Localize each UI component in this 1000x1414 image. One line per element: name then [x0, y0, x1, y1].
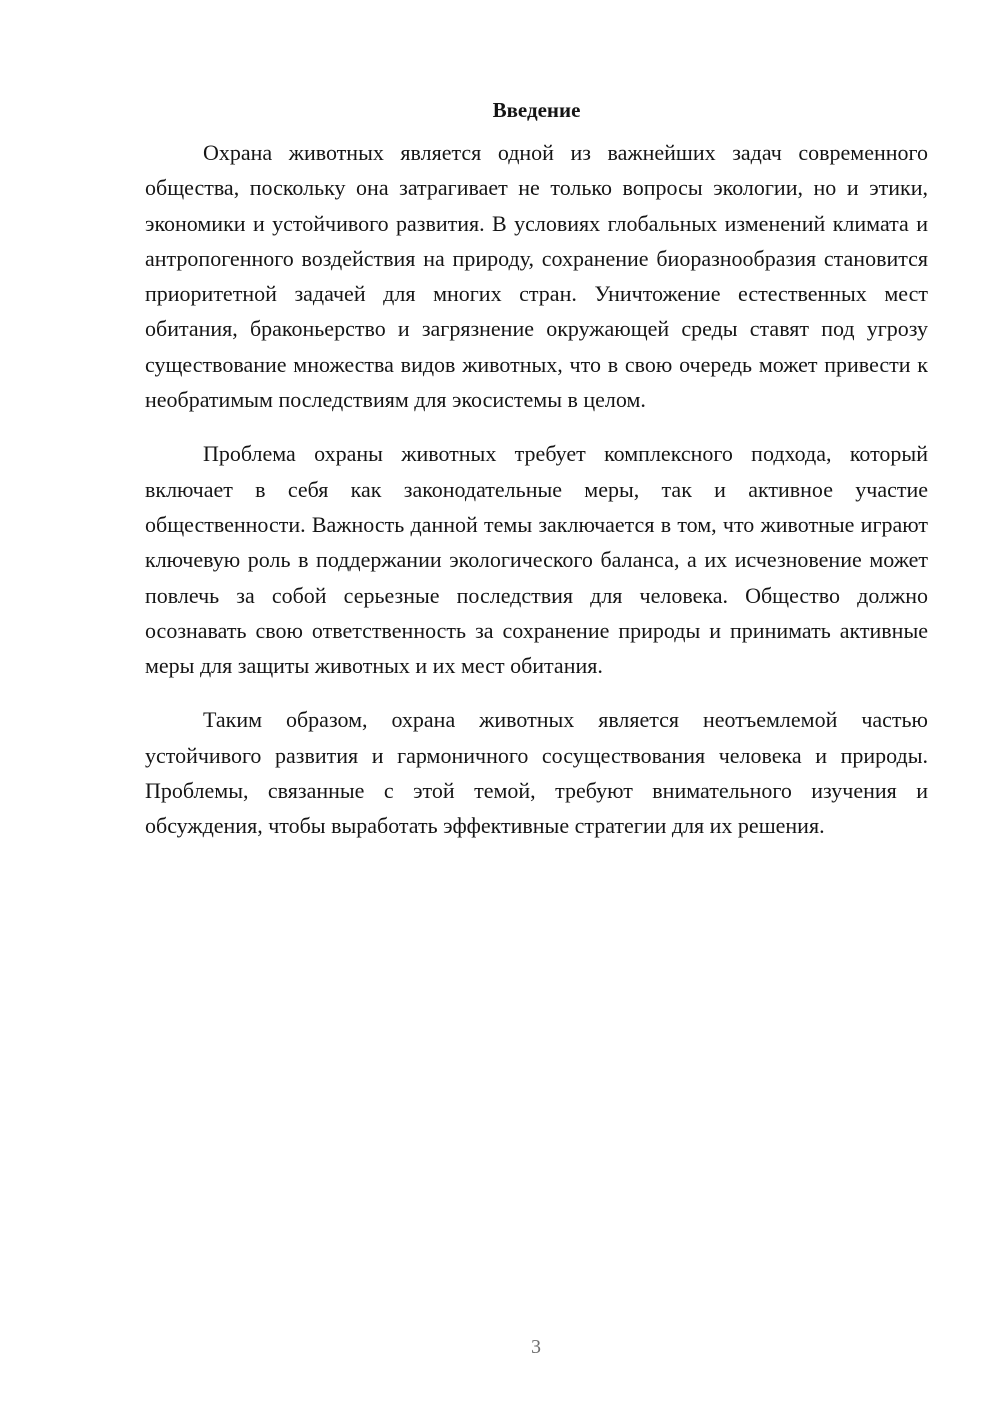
paragraph: Охрана животных является одной из важнейших задач современного общества, поскольку она затрагивает не только вопросы экологии, но и этики, экономики и устойчивого развития. В условиях глобальных изменений климата и антропогенного воздействия на природу, сохранение биоразнообразия становится приоритетной задачей для многих стран. Уничтожение естественных мест обитания, браконьерство и загрязнение окружающей среды ставят под угрозу существование множества видов животных, что в свою очередь может привести к необратимым последствиям для экосистемы в целом.	[145, 140, 928, 413]
section-heading: Введение	[492, 98, 581, 122]
page-number: 3	[531, 1336, 541, 1358]
paragraph: Проблема охраны животных требует комплексного подхода, который включает в себя как законодательные меры, так и активное участие общественности. Важность данной темы заключается в том, что животные играют ключевую роль в поддержании экологического баланса, а их исчезновение может повлечь за собой серьезные последствия для человека. Общество должно осознавать свою ответственность за сохранение природы и принимать активные меры для защиты животных и их мест обитания.	[145, 441, 928, 679]
paragraph: Таким образом, охрана животных является неотъемлемой частью устойчивого развития и гармоничного сосуществования человека и природы. Проблемы, связанные с этой темой, требуют внимательного изучения и обсуждения, чтобы выработать эффективные стратегии для их решения.	[145, 707, 928, 839]
page-content	[145, 96, 928, 863]
